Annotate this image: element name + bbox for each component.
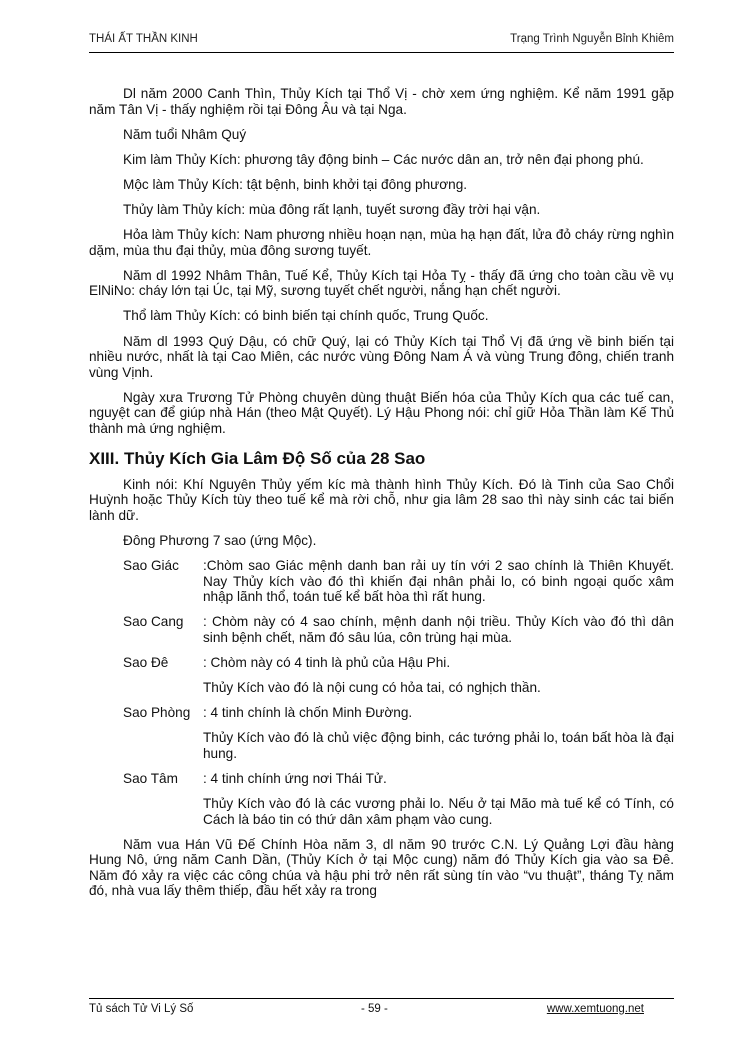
paragraph: Dl năm 2000 Canh Thìn, Thủy Kích tại Thổ Vị - chờ xem ứng nghiệm. Kể năm 1991 gặp năm Tân Vị - thấy nghiệm rồi tại Đông Âu và tại Nga.: [89, 86, 674, 117]
section-heading: XIII. Thủy Kích Gia Lâm Độ Số của 28 Sao: [89, 448, 426, 468]
star-continuation: Thủy Kích vào đó là các vương phải lo. Nếu ở tại Mão mà tuế kể có Tính, có Cách là báo tin có thứ dân xâm phạm vào cung.: [203, 796, 674, 827]
page-body: [89, 86, 674, 909]
footer-series: Tủ sách Tử Vi Lý Số: [89, 1003, 194, 1015]
paragraph: Kim làm Thủy Kích: phương tây động binh – Các nước dân an, trở nên đại phong phú.: [123, 151, 644, 167]
star-label: Sao Giác: [123, 557, 179, 573]
paragraph: Mộc làm Thủy Kích: tật bệnh, binh khởi tại đông phương.: [123, 176, 468, 192]
header-book-title: THÁI ẤT THẦN KINH: [89, 33, 198, 45]
paragraph: Năm vua Hán Vũ Đế Chính Hòa năm 3, dl năm 90 trước C.N. Lý Quảng Lợi đầu hàng Hung Nô, ứng năm Canh Dần, (Thủy Kích ở tại Mộc cung) năm đó Thủy Kích gia vào sa Đê. Năm đó xảy ra việc các công chúa và hậu phi trở nên rất sùng tín vào “vu thuật”, tháng Tỵ năm đó, nhà vua lấy thêm thiếp, đầu hết xảy ra trong: [89, 836, 674, 899]
page-footer: [89, 1003, 674, 1019]
star-description: : 4 tinh chính là chốn Minh Đường.: [203, 705, 413, 721]
star-label: Sao Phòng: [123, 705, 191, 721]
star-continuation: Thủy Kích vào đó là chủ việc động binh, các tướng phải lo, toán bất hòa là đại hung.: [203, 730, 674, 761]
paragraph: Ngày xưa Trương Tử Phòng chuyên dùng thuật Biến hóa của Thủy Kích qua các tuế can, nguyệt can để giúp nhà Hán (theo Mật Quyết). Lý Hậu Phong nói: chỉ giữ Hỏa Thần làm Kế Thủ thành mà ứng nghiệm.: [89, 389, 674, 436]
paragraph: Năm dl 1992 Nhâm Thân, Tuế Kể, Thủy Kích tại Hỏa Tỵ - thấy đã ứng cho toàn cầu về vụ ElNiNo: cháy lớn tại Úc, tại Mỹ, sương tuyết chết người, nắng hạn chết người.: [89, 267, 674, 299]
page-header: [89, 33, 674, 49]
star-description: :Chòm sao Giác mệnh danh ban rải uy tín với 2 sao chính là Thiên Khuyết. Nay Thủy kích vào đó thì khiến đại nhân phải lo, có binh ngoại quốc xâm nhập lãnh thổ, toán tuế kể bất hòa thì rất hung.: [203, 557, 674, 605]
star-description: : Chòm này có 4 sao chính, mệnh danh nội triều. Thủy Kích vào đó thì dân sinh bệnh chết, năm đó sâu lúa, côn trùng hại mùa.: [203, 614, 674, 645]
header-rule: [89, 52, 674, 53]
paragraph: Thổ làm Thủy Kích: có binh biến tại chính quốc, Trung Quốc.: [123, 308, 489, 324]
page-number: - 59 -: [361, 1003, 388, 1015]
star-label: Sao Đê: [123, 654, 169, 670]
star-entry-tam: [123, 771, 674, 787]
star-label: Sao Cang: [123, 614, 184, 630]
footer-website-link[interactable]: www.xemtuong.net: [546, 1003, 644, 1015]
paragraph: Hỏa làm Thủy kích: Nam phương nhiều hoạn nạn, mùa hạ hạn đất, lửa đỏ cháy rừng nghìn dặm, mùa thu đại thủy, mùa đông sương tuyết.: [89, 227, 674, 258]
header-author: Trạng Trình Nguyễn Bỉnh Khiêm: [510, 33, 674, 45]
star-description: : 4 tinh chính ứng nơi Thái Tử.: [203, 770, 387, 786]
paragraph: Thủy làm Thủy kích: mùa đông rất lạnh, tuyết sương đầy trời hại vận.: [123, 201, 541, 217]
star-entry-de: [123, 655, 674, 671]
star-continuation: Thủy Kích vào đó là nội cung có hỏa tai, có nghịch thần.: [203, 680, 541, 696]
star-description: : Chòm này có 4 tinh là phủ của Hậu Phi.: [203, 654, 451, 670]
paragraph: Kinh nói: Khí Nguyên Thủy yếm kíc mà thành hình Thủy Kích. Đó là Tinh của Sao Chổi Huỳnh hoặc Thủy Kích tùy theo tuế kể mà rời chỗ, như gia lâm 28 sao thì này sinh các tai biến lành dữ.: [89, 476, 674, 523]
star-entry-giac: [123, 558, 674, 605]
star-entry-cang: [123, 614, 674, 645]
star-label: Sao Tâm: [123, 770, 178, 786]
paragraph: Năm tuổi Nhâm Quý: [123, 126, 247, 142]
footer-rule: [89, 998, 674, 999]
paragraph: Năm dl 1993 Quý Dậu, có chữ Quý, lại có Thủy Kích tại Thổ Vị đã ứng về binh biến tại nhiều nước, nhất là tại Cao Miên, các nước vùng Đông Nam Á và vùng Trung đông, chiến tranh vùng Vịnh.: [89, 333, 674, 380]
star-entry-phong: [123, 705, 674, 721]
paragraph: Đông Phương 7 sao (ứng Mộc).: [123, 532, 317, 548]
